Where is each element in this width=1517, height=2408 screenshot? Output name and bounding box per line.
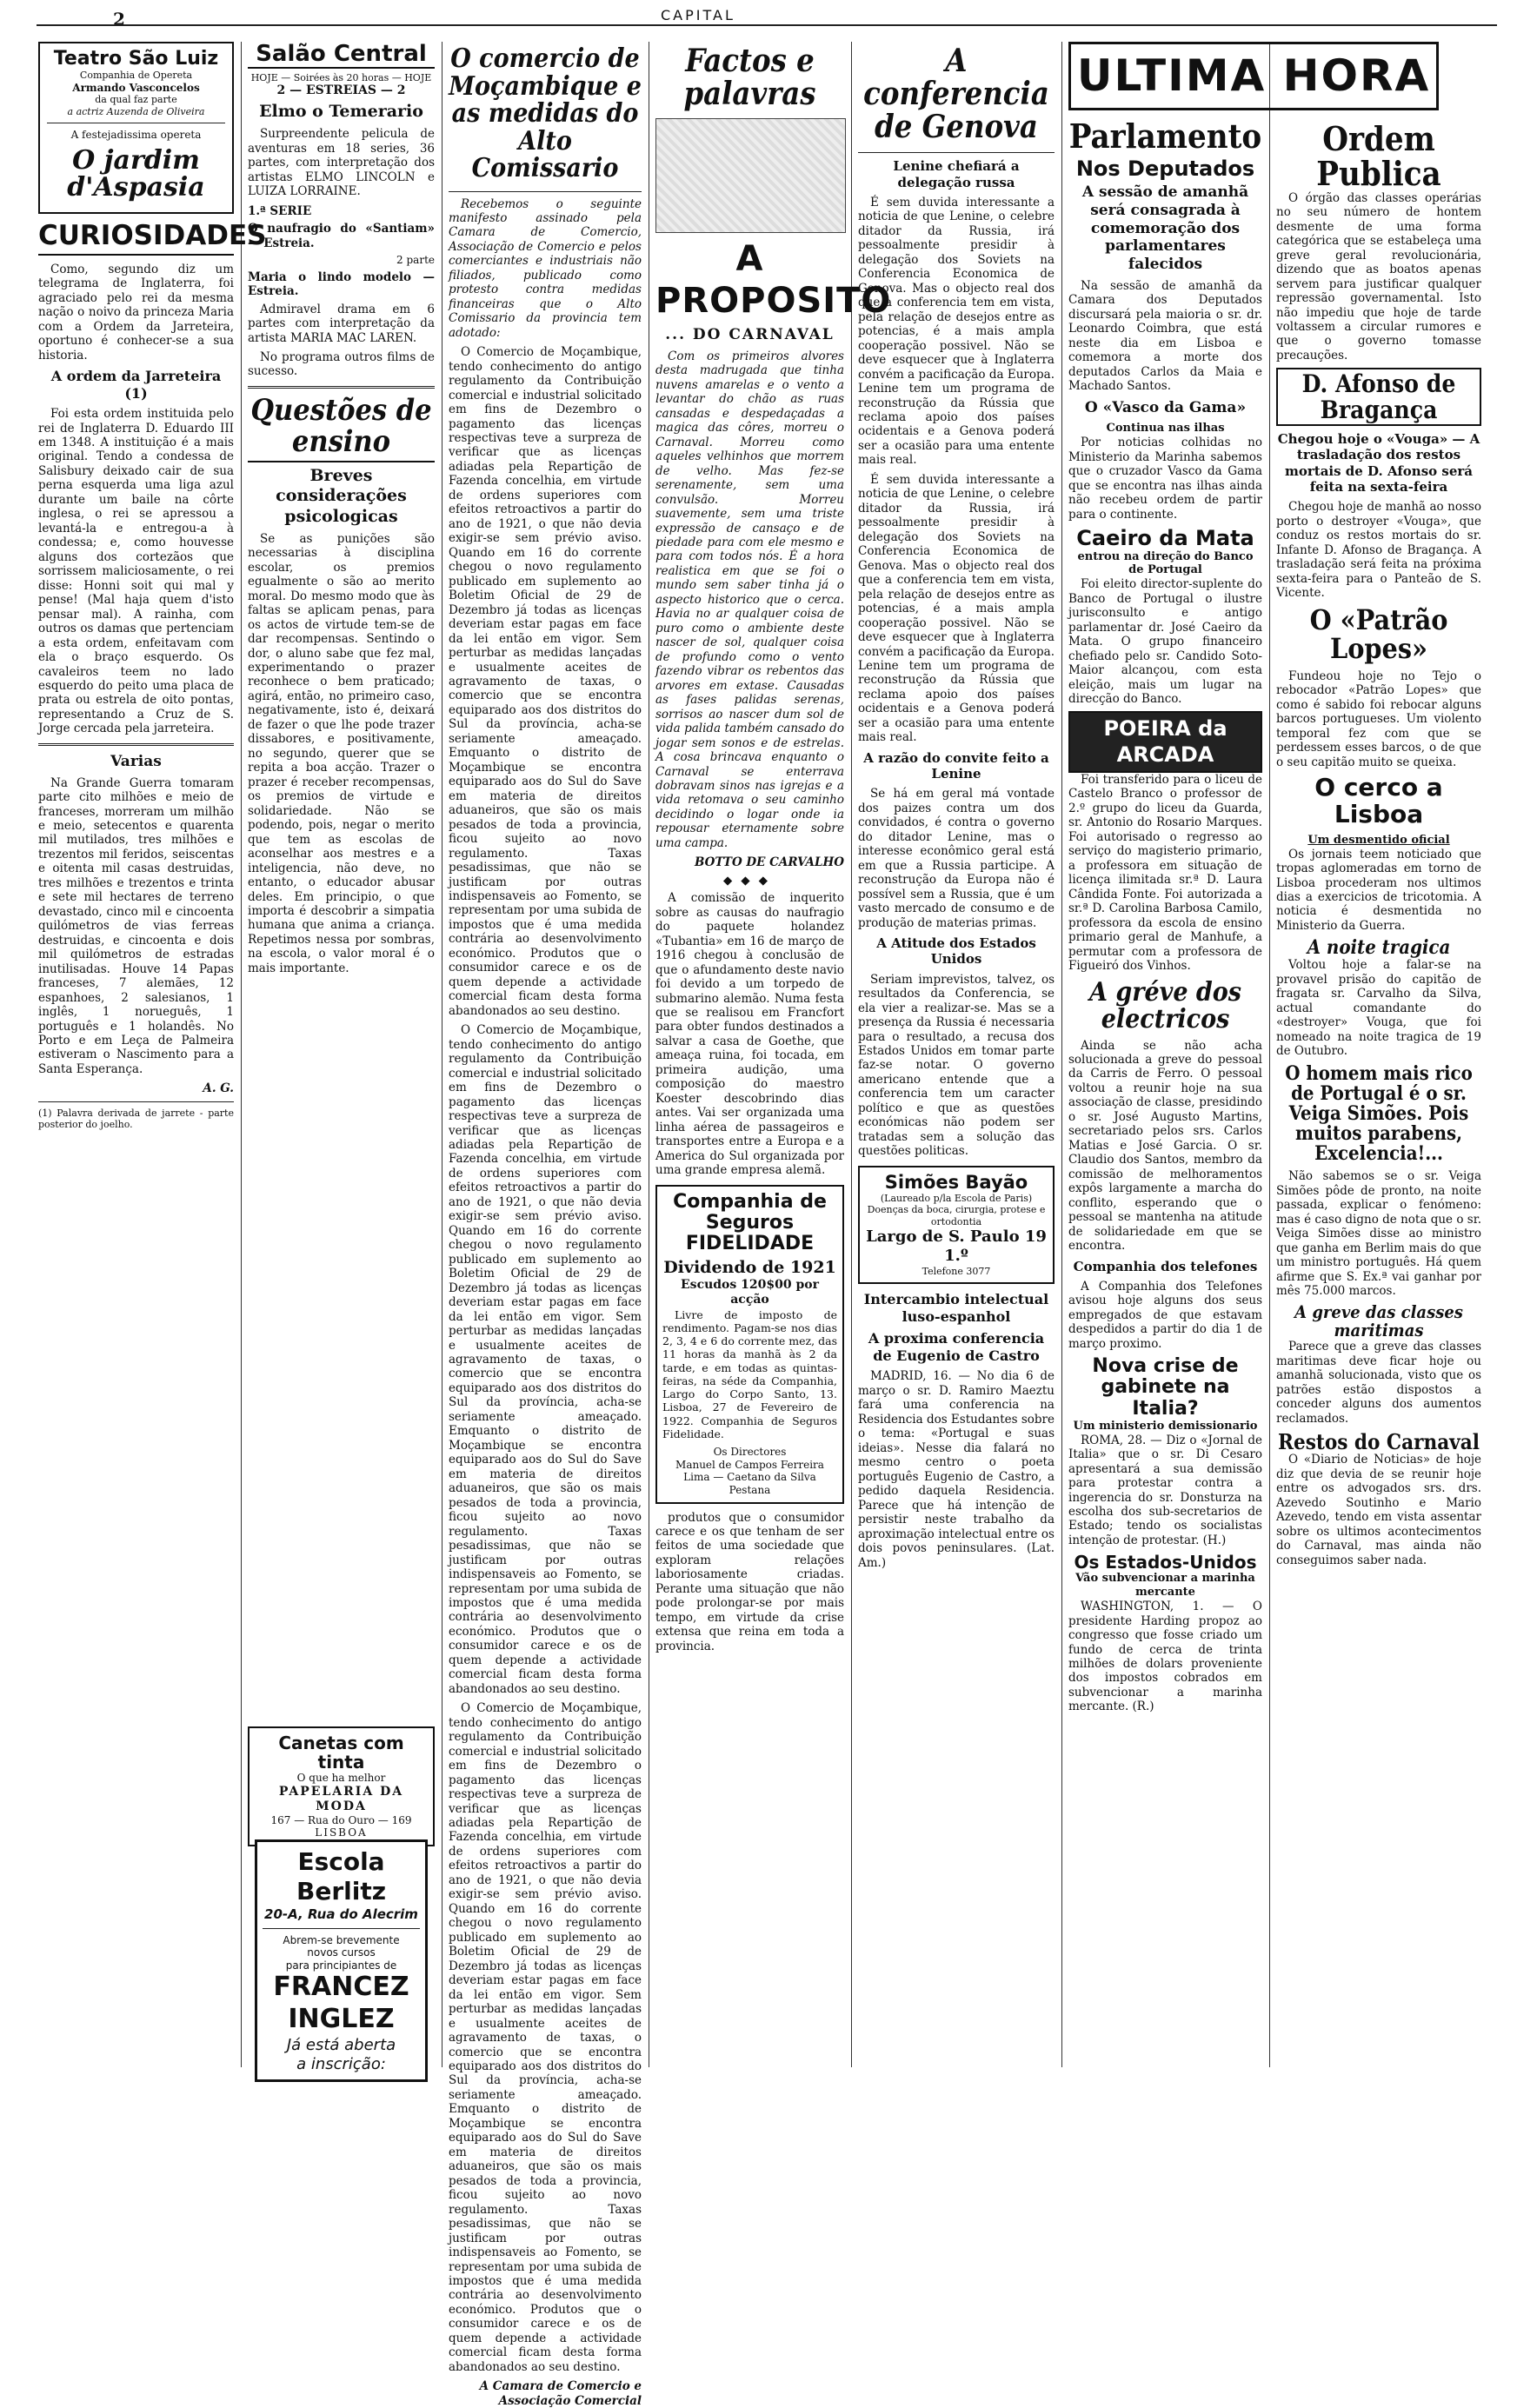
afonso-title: D. Afonso de Bragança: [1276, 368, 1481, 426]
convite-heading: A razão do convite feito a Lenine: [863, 749, 1049, 782]
theatre-line: da qual faz parte: [95, 94, 177, 106]
top-rule: [37, 24, 1497, 26]
berlitz-line: a inscrição:: [296, 2054, 386, 2073]
lenine-text: É sem duvida interessante a noticia de que Lenine, o celebre ditador da Russia, irá pessoalmente presidir à delegação dos Soviets na Conferencia Economica de Genova. Mas o objecto real dos que a conferencia tem em vista, pela relação de desejos entre as potencias, é a mais ampla cooperação possivel. Não se deve esquecer que à Inglaterra convém a pacificação da Europa. Lenine tem um programa de reconstrução da Rússia que reclama apoio dos países ocidentais e a Genova poderá ser a ocasião para uma entente mais real.: [858, 195, 1055, 468]
column-5: [858, 42, 1055, 2067]
misc-text: A comissão de inquerito sobre as causas do naufragio do paquete holandez «Tubantia» em 16 de março de 1916 chegou à conclusão de que o afundamento deste navio foi devido a um torpedo de submarino alemão. Numa festa que se realisou em Francfort para obter fundos destinados a salvar a casa de Goethe, que ameaça ruina, foi tocada, em primeira audição, uma composição do maestro Koester descobrindo dias antes. Vai ser organizada uma linha aérea de passageiros e transportes entre a Europa e a America do Sul organizada por uma grande empresa alemã.: [655, 891, 844, 1178]
varias-title: Varias: [110, 752, 162, 770]
cerco-title: O cerco a Lisboa: [1314, 773, 1443, 828]
seguros-text: Livre de imposto de rendimento. Pagam-se nos dias 2, 3, 4 e 6 do corrente mez, das 11 horas da manhã às 2 da tarde, e em todas as quintas-feiras, na séde da Companhia, Largo do Corpo Santo, 13. Lisboa, 27 de Fevereiro de 1922. Companhia de Seguros Fidelidade.: [662, 1307, 837, 1440]
canetas-shop: PAPELARIA DA MODA: [278, 1784, 404, 1813]
eua-heading: A Atitude dos Estados Unidos: [876, 935, 1036, 968]
canetas-addr: 167 — Rua do Ouro — 169: [270, 1813, 412, 1826]
tail-text: produtos que o consumidor carece e os que tenham de ser feitos de uma sociedade que exploram relações laboriosamente criadas. Perante uma situação que não pode prolongar-se por mais tempo, em virtude da crise extensa que reina em toda a provincia.: [655, 1510, 844, 1653]
noite-title: A noite tragica: [1307, 936, 1451, 960]
poeira-text: Foi transferido para o liceu de Castelo Branco o professor de 2.º grupo do liceu da Guarda, sr. Antonio do Rosario Marques. Foi autorisado o regresso ao serviço do magisterio primario, a professora em situação de licença ilimitada sr.ª D. Laura Cândida Fonte. Foi autorizada a sr.ª D. Carolina Barbosa Camilo, professora da escola de ensino primario geral de Manhufe, a permutar com a professora de Figueiró dos Vinhos.: [1068, 772, 1262, 974]
salao-film: Maria o lindo modelo — Estreia.: [248, 269, 435, 299]
simoes-line: Largo de S. Paulo 19 1.º: [866, 1227, 1047, 1266]
parlamento-title: Parlamento: [1068, 116, 1262, 156]
castro-text: MADRID, 16. — No dia 6 de março o sr. D. Ramiro Maeztu fará uma conferencia na Residencia dos Estudantes sobre o tema: «Portugal e suas ideias». Nesse dia falará no mesmo centro o poeta português Eugenio de Castro, a pedido daquela Residencia. Parece que há intenção de persistir neste trabalho da aproximação intelectual entre os dois povos peninsulares. (Lat. Am.): [858, 1369, 1055, 1570]
sessao-text: Na sessão de amanhã da Camara dos Deputados discursará pela maioria o sr. dr. Leonardo Coimbra, que está neste dia em Lisboa e comemora a morte dos deputados Carlos da Maia e Machado Santos.: [1068, 278, 1262, 394]
crise-sub: Um ministerio demissionario: [1073, 1419, 1258, 1433]
greve-heading: A gréve dos electricos: [1089, 976, 1241, 1035]
salao-footer: No programa outros films de sucesso.: [248, 349, 435, 379]
column-separator: [1061, 42, 1062, 2067]
column-separator: [1269, 42, 1270, 2067]
restos-title: Restos do Carnaval: [1278, 1429, 1480, 1455]
seguros-value: Escudos 120$00 por acção: [681, 1278, 819, 1307]
vasco-sub: Continua nas ilhas: [1106, 422, 1225, 436]
ordem-text: O órgão das classes operárias no seu número de hontem desmente de uma forma categórica que se estabeleça uma greve geral revolucionária, dizendo que as boatos apenas servem para justificar qualquer repressão governamental. Isto não impediu que hoje de tarde voltassem a circular rumores e que o governo tomasse precauções.: [1276, 190, 1481, 363]
salao-estreias: 2 — ESTREIAS — 2: [276, 83, 406, 97]
rico-title: O homem mais rico de Portugal é o sr. Veiga Simões. Pois muitos parabens, Excelencia!...: [1285, 1061, 1473, 1166]
theatre-line: a actriz Auzenda de Oliveira: [67, 105, 205, 117]
salao-film-desc: Surpreendente pelicula de aventuras em 18 series, 36 partes, com interpretação dos artistas ELMO LINCOLN e LUIZA LORRAINE.: [248, 127, 435, 199]
salao-film: O naufragio do «Santiam» — Estreia.: [248, 222, 435, 250]
lenine-text: É sem duvida interessante a noticia de que Lenine, o celebre ditador da Russia, irá pessoalmente presidir à delegação dos Soviets na Conferencia Economica de Genova. Mas o objecto real dos que a conferencia tem em vista, pela relação de desejos entre as potencias, é a mais ampla cooperação possivel. Não se deve esquecer que à Inglaterra convém a pacificação da Europa. Lenine tem um programa de reconstrução da Rússia que reclama apoio dos países ocidentais e a Genova poderá ser a ocasião para uma entente mais real.: [858, 472, 1055, 745]
castro-heading: A proxima conferencia de Eugenio de Castro: [868, 1330, 1045, 1364]
berlitz-addr: 20-A, Rua do Alecrim: [264, 1906, 418, 1923]
column-1: [38, 42, 267, 2067]
breves-text: Se as punições são necessarias à disciplina escolar, os premios egualmente o são ao merito moral. Do mesmo modo que às faltas se aplicam penas, para os actos de virtude tem-se de dar recompensas. Sentindo o dor, o aluno sabe que fez mal, experimentando o prazer reconhece o bem praticado; agirá, então, no primeiro caso, negativamente, isto é, deixará de fazer o que lhe pode trazer dissabores, e positivamente, no segundo, querer que se repita a boa acção. Trazer o prazer é receber recompensas, os premios de virtude e solidariedade. Não se podendo, pois, negar o merito que tem as escolas de aconselhar aos mestres e a inteligencia, não deve, no entanto, o educador abusar deles. Em principio, o que importa é descobrir a simpatia humana que anima a criança. Repetimos nessa por sombras, na escola, o valor moral é o mais importante.: [248, 531, 435, 975]
factos-title: Factos e palavras: [683, 43, 816, 112]
seguros-ad: [655, 1185, 844, 1504]
column-3: [449, 42, 642, 2408]
carnaval-sub: ... DO CARNAVAL: [665, 326, 835, 344]
crise-heading: Nova crise de gabinete na Italia?: [1092, 1355, 1239, 1420]
comercio-title: O comercio de Moçambique e as medidas do Alto Comissario: [449, 43, 642, 183]
salao-title: Salão Central: [248, 42, 435, 69]
greve-text: Ainda se não acha solucionada a greve do pessoal da Carris de Ferro. O pessoal voltou a reunir hoje na sua associação de classe, presidindo o sr. José Augusto Martins, secretariado pelos srs. Carlos Matias e José Garcia. O sr. Claudio dos Santos, membro da comissão de melhoramentos expôs largamente a marcha do conflito, esperando que o pessoal se mantenha na atitude de solidariedade em que se encontra.: [1068, 1038, 1262, 1254]
salao-schedule: HOJE — Soirées às 20 horas — HOJE: [250, 71, 432, 83]
telefones-heading: Companhia dos telefones: [1073, 1258, 1258, 1274]
curiosidades-title: CURIOSIDADES: [38, 221, 234, 256]
comercio-signature: A Camara de Comercio e Associação Comercial: [479, 2379, 642, 2408]
theatre-line: Armando Vasconcelos: [72, 81, 200, 94]
comercio-lead: Recebemos o seguinte manifesto assinado pela Camara de Comercio, Associação de Comercio e pelos comerciantes e industriais não filiados, publicado como protesto contra medidas financeiras que o Alto Comissario da provincia tem adotado:: [449, 196, 642, 340]
carnaval-signature: BOTTO DE CARVALHO: [694, 855, 844, 870]
rico-text: Não sabemos se o sr. Veiga Simões pôde de pronto, na noite passada, explicar o fenómeno: mas é caso digno de nota que o sr. Veiga Simões disse ao ministro que ganha em Berlim mais do que um ministro português. Há quem afirme que S. Ex.ª vai ganhar por mês 75.000 marcos.: [1276, 1169, 1481, 1298]
afonso-heading: Chegou hoje o «Vouga» — A trasladação dos restos mortais de D. Afonso será feita na sexta-feira: [1277, 431, 1480, 496]
berlitz-line: Abrem-se brevemente: [283, 1933, 400, 1946]
intercambio-title: Intercambio intelectual luso-espanhol: [863, 1291, 1049, 1325]
genova-title: A conferencia de Genova: [863, 43, 1049, 145]
restos-text: O «Diario de Noticias» de hoje diz que devia de se reunir hoje entre os advogados srs. drs. Azevedo Soutinho e Mario Azevedo, tendo em vista assentar sobre os ultimos acontecimentos do Carnaval, mas ainda não conseguimos saber nada.: [1276, 1453, 1481, 1567]
carnaval-art-title: A PROPOSITO: [655, 238, 892, 322]
running-header: CAPITAL: [661, 7, 735, 23]
patrao-text: Fundeou hoje no Tejo o rebocador «Patrão Lopes» que como é sabido foi rebocar alguns barcos portugueses. Um violento temporal fez com que se perdessem esses barcos, o de que o seu capitão muito se queixa.: [1276, 669, 1481, 769]
theatre-ad: [38, 42, 234, 214]
caeiro-text: Foi eleito director-suplente do Banco de Portugal o ilustre jurisconsulto e antigo parlamentar dr. José Caeiro da Mata. O grupo financeiro chefiado pelo sr. Candido Soto-Maior alcançou, com esta eleição, mais um lugar na direcção do Banco.: [1068, 577, 1262, 706]
eua-heading: Os Estados-Unidos: [1074, 1552, 1257, 1573]
cerco-text: Os jornais teem noticiado que tropas aglomeradas em torno de Lisboa procederam nos ultimos dias a exercicios de tricotomia. A noticia é desmentida no Ministerio da Guerra.: [1276, 847, 1481, 933]
berlitz-line: Já está aberta: [286, 2035, 396, 2054]
simoes-line: (Laureado p/la Escola de Paris): [880, 1192, 1033, 1204]
column-separator: [241, 42, 242, 2067]
patrao-title: O «Patrão Lopes»: [1309, 602, 1448, 666]
deputados-title: Nos Deputados: [1075, 156, 1255, 181]
cerco-sub: Um desmentido oficial: [1307, 833, 1450, 847]
crise-text: ROMA, 28. — Diz o «Jornal de Italia» que o sr. Di Cesaro apresentará a sua demissão para protestar contra a ingerencia do sr. Donsturza na escolha dos sub-secretarios de Estado; tendo os socialistas intenção de protestar. (H.): [1068, 1433, 1262, 1547]
poeira-banner: POEIRA da ARCADA: [1068, 711, 1262, 773]
seguros-title: Companhia de Seguros FIDELIDADE: [673, 1190, 827, 1255]
simoes-line: Doenças da boca, cirurgia, protese e ortodontia: [867, 1204, 1046, 1227]
comercio-body: O Comercio de Moçambique, tendo conhecimento do antigo regulamento da Contribuição comercial e industrial solicitado em fins de Dezembro o pagamento das licenças respectivas teve a surpreza de verificar que as licenças adiadas pela Repartição de Fazenda concelhia, em virtude de ordens superiores com efeitos retroactivos a partir do ano de 1921, o que não devia exigir-se sem prévio aviso. Quando em 16 do corrente chegou o novo regulamento publicado em suplemento ao Boletim Oficial de 29 de Dezembro já todas as licenças deveriam estar pagas em face da lei então em vigor. Sem perturbar as medidas lançadas e usualmente aceites de agravamento de taxas, o comercio que se encontra equiparado aos dos distritos do Sul da província, acha-se seriamente ameaçado. Emquanto o distrito de Moçambique se encontra equiparado aos do Sul do Save em materia de direitos aduaneiros, que são os mais pesados de toda a provincia, ficou sujeito ao novo regulamento. Taxas pesadissimas, que não se justificam por outras indispensaveis ao Fomento, se representam por uma subida de impostos que é uma medida contrária ao desenvolvimento económico. Produtos que o consumidor carece e os de quem depende a actividade comercial ficam desta forma abandonados ao seu destino.: [449, 345, 642, 1018]
greve-maritima-title: A greve das classes maritimas: [1294, 1301, 1463, 1341]
column-separator: [851, 42, 852, 2067]
comercio-body: O Comercio de Moçambique, tendo conhecimento do antigo regulamento da Contribuição comercial e industrial solicitado em fins de Dezembro o pagamento das licenças respectivas teve a surpreza de verificar que as licenças adiadas pela Repartição de Fazenda concelhia, em virtude de ordens superiores com efeitos retroactivos a partir do ano de 1921, o que não devia exigir-se sem prévio aviso. Quando em 16 do corrente chegou o novo regulamento publicado em suplemento ao Boletim Oficial de 29 de Dezembro já todas as licenças deveriam estar pagas em face da lei então em vigor. Sem perturbar as medidas lançadas e usualmente aceites de agravamento de taxas, o comercio que se encontra equiparado aos dos distritos do Sul da província, acha-se seriamente ameaçado. Emquanto o distrito de Moçambique se encontra equiparado aos do Sul do Save em materia de direitos aduaneiros, que são os mais pesados de toda a provincia, ficou sujeito ao novo regulamento. Taxas pesadissimas, que não se justificam por outras indispensaveis ao Fomento, se representam por uma subida de impostos que é uma medida contrária ao desenvolvimento económico. Produtos que o consumidor carece e os de quem depende a actividade comercial ficam desta forma abandonados ao seu destino.: [449, 1701, 642, 2374]
convite-text: Se há em geral má vontade dos paizes contra um dos convidados, é contra o governo do ditador Lenine, mas o interesse econômico geral está em que a Russia participe. A reconstrução da Europa não é possível sem a Russia, que é um vasto mercado de consumo e de produção de materias primas.: [858, 787, 1055, 930]
varias-text: Na Grande Guerra tomaram parte cito milhões e meio de franceses, morreram um milhão e meio, setecentos e quarenta mil mutilados, tres milhões e trezentos mil feridos, seiscentas e oitenta mil casas destruidas, tres milhões e trezentos e trinta e sete mil hectares de terreno devastado, cinco mil e cincoenta quilómetros de vias ferreas destruidas, e cincoenta e dois mil quilómetros de estradas inutilisadas. Houve 14 Papas franceses, 7 alemães, 12 espanhoes, 2 salesianos, 1 inglês, 1 norueguês, 1 português e 1 holandês. No Porto e em Leça de Palmeira estiveram o Nascimento para a Santa Esperança.: [38, 775, 234, 1076]
canetas-ad: [248, 1726, 435, 1846]
seguros-dividend: Dividendo de 1921: [663, 1258, 836, 1278]
theatre-show: O jardim d'Aspasia: [67, 144, 205, 203]
theatre-title: Teatro São Luiz: [53, 48, 219, 70]
vasco-text: Por noticias colhidas no Ministerio da Marinha sabemos que o cruzador Vasco da Gama que se encontra nas ilhas ainda não recebeu ordem de partir para o continente.: [1068, 436, 1262, 522]
sessao-heading: A sessão de amanhã será consagrada à comemoração dos parlamentares falecidos: [1081, 183, 1249, 274]
simoes-ad: [858, 1166, 1055, 1285]
berlitz-lang: INGLEZ: [288, 2004, 395, 2035]
salao-serie: 1.ª SERIE: [248, 203, 312, 218]
ordem-title: Ordem Publica: [1316, 119, 1441, 193]
canetas-title: Canetas com tinta: [278, 1733, 404, 1773]
signature: A. G.: [203, 1081, 234, 1096]
page-number: 2: [113, 9, 125, 30]
column-4: [655, 42, 892, 2067]
dingbat-divider: ◆◆◆: [722, 873, 777, 888]
column-7: [1276, 119, 1481, 2067]
salao-film-desc: Admiravel drama em 6 partes com interpretação da artista MARIA MAC LAREN.: [248, 302, 435, 345]
breves-title: Breves considerações psicologicas: [276, 466, 407, 526]
seguros-directors: Os Directores: [713, 1446, 787, 1459]
theatre-event: A festejadissima opereta: [70, 129, 202, 142]
simoes-line: Telefone 3077: [922, 1265, 991, 1277]
eua-text: Seriam imprevistos, talvez, os resultados da Conferencia, se ela vier a realizar-se. Mas se a presença da Russia é necessaria para o resultado, a recusa dos Estados Unidos em tomar parte faz-se notar. O governo americano entende que a conferencia tem um caracter político e que as questões económicas não podem ser tratadas sem a solução das questões politicas.: [858, 972, 1055, 1159]
vasco-heading: O «Vasco da Gama»: [1084, 398, 1247, 416]
questoes-title: Questões de ensino: [248, 396, 435, 462]
berlitz-line: novos cursos: [307, 1946, 376, 1959]
seguros-names: Manuel de Campos Ferreira Lima — Caetano da Silva Pestana: [675, 1458, 824, 1496]
theatre-line: Companhia de Opereta: [79, 70, 193, 82]
caeiro-sub: entrou na direção do Banco de Portugal: [1077, 549, 1254, 577]
carnaval-text: Com os primeiros alvores desta madrugada que tinha nuvens amarelas e o vento a levantar do chão as ruas cansadas e despedaçadas a magica das côres, morreu o Carnaval. Morreu como aqueles velhinhos que morrem de velho. Mas fez-se serenamente, sem uma convulsão. Morreu suavemente, sem uma triste expressão de cansaço e de piedade para com ele mesmo e para com todos nós. É a hora realisticа em que se foi o mundo sem saber tinha já o aspecto historico que o cerca. Havia no ar qualquer coisa de puro como o ambiente deste nascer de sol, qualquer coisa de profundo como o vento fazendo vibrar os rebentos das arvores em extase. Causadas as fases palidas serenas, sorrisos ao nascer dum sol de vida palida também cansado do jogar sem sonos e de estrelas. A cosa brincava enquanto o Carnaval se enterrava dobravam sinos nas igrejas e a vida retomava o seu caminho decidindo o logar onde ia repousar eternamente sobre uma campa.: [655, 349, 844, 850]
afonso-text: Chegou hoje de manhã ao nosso porto o destroyer «Vouga», que conduz os restos mortais do sr. Infante D. Afonso de Bragança. A trasladação será feita na próxima sexta-feira para o Panteão de S. Vicente.: [1276, 500, 1481, 601]
greve-maritima-text: Parece que a greve das classes maritimas deve ficar hoje ou amanhã solucionada, visto que os patrões estão dispostos a conceder alguns dos aumentos reclamados.: [1276, 1340, 1481, 1426]
comercio-body: O Comercio de Moçambique, tendo conhecimento do antigo regulamento da Contribuição comercial e industrial solicitado em fins de Dezembro o pagamento das licenças respectivas teve a surpreza de verificar que as licenças adiadas pela Repartição de Fazenda concelhia, em virtude de ordens superiores com efeitos retroactivos a partir do ano de 1921, o que não devia exigir-se sem prévio aviso. Quando em 16 do corrente chegou o novo regulamento publicado em suplemento ao Boletim Oficial de 29 de Dezembro já todas as licenças deveriam estar pagas em face da lei então em vigor. Sem perturbar as medidas lançadas e usualmente aceites de agravamento de taxas, o comercio que se encontra equiparado aos dos distritos do Sul da província, acha-se seriamente ameaçado. Emquanto o distrito de Moçambique se encontra equiparado aos do Sul do Save em materia de direitos aduaneiros, que são os mais pesados de toda a provincia, ficou sujeito ao novo regulamento. Taxas pesadissimas, que não se justificam por outras indispensaveis ao Fomento, se representam por uma subida de impostos que é uma medida contrária ao desenvolvimento económico. Produtos que o consumidor carece e os de quem depende a actividade comercial ficam desta forma abandonados ao seu destino.: [449, 1023, 642, 1696]
carnaval-illustration: [655, 118, 846, 233]
caeiro-heading: Caeiro da Mata: [1076, 526, 1254, 551]
berlitz-ad: [255, 1839, 428, 2082]
ordem-text: Foi esta ordem instituida pelo rei de Inglaterra D. Eduardo III em 1348. A instituição é a mais original. Tendo a condessa de Salisbury deixado cair de sua perna esquerda uma liga azul durante um baile na côrte inglesa, o rei se apressou a levantá-la e entregou-a à condessa; e, como houvesse alguns dos cortezãos que sorrissem maliciosamente, o rei disse: Honni soit qui mal y pense! (Mal haja quem d'isto pensar mal). A rainha, com outros os damas que pertenciam a esta ordem, enfeitavam com ela o braço esquerdo. Os cavaleiros teem no lado esquerdo do peito uma placa de prata ou estrela de oito pontas, representando a Cruz de S. Jorge cercada pela jarreteira.: [38, 407, 234, 736]
eua-sub: Vão subvencionar a marinha mercante: [1075, 1572, 1255, 1600]
canetas-city: LISBOA: [315, 1826, 368, 1839]
salao-part: 2 parte: [396, 254, 435, 266]
berlitz-lang: FRANCEZ: [273, 1972, 409, 2003]
ultima-hora-banner: ULTIMA HORA: [1068, 42, 1439, 110]
simoes-title: Simões Bayão: [884, 1171, 1028, 1193]
lenine-heading: Lenine chefiará a delegação russa: [893, 158, 1020, 190]
canetas-sub: O que ha melhor: [296, 1772, 386, 1784]
footnote: (1) Palavra derivada de jarrete - parte posterior do joelho.: [38, 1107, 234, 1131]
eua-text: WASHINGTON, 1. — O presidente Harding propoz ao congresso que fosse criado um fundo de cerca de trinta milhões de dolars proveniente dos impostos cobrados em subvencionar a marinha mercante. (R.): [1068, 1600, 1262, 1714]
curiosidades-intro: Como, segundo diz um telegrama de Inglaterra, foi agraciado pelo rei da mesma nação o noivo da princeza Maria com a Ordem da Jarreteira, oportuno é conhecer-se a sua historia.: [38, 262, 234, 363]
column-2: [248, 41, 435, 2073]
berlitz-title: Escola Berlitz: [296, 1847, 387, 1906]
ordem-heading: A ordem da Jarreteira (1): [50, 368, 222, 402]
telefones-text: A Companhia dos Telefones avisou hoje alguns dos seus empregados de que estavam despedidos a partir do dia 1 de março proximo.: [1068, 1279, 1262, 1351]
salao-film: Elmo o Temerario: [259, 102, 423, 122]
noite-text: Voltou hoje a falar-se na provavel prisão do capitão de fragata sr. Carvalho da Silva, actual comandante do «destroyer» Vouga, que foi nomeado na noite tragica de 19 de Outubro.: [1276, 958, 1481, 1059]
berlitz-line: para principiantes de: [285, 1959, 397, 1972]
